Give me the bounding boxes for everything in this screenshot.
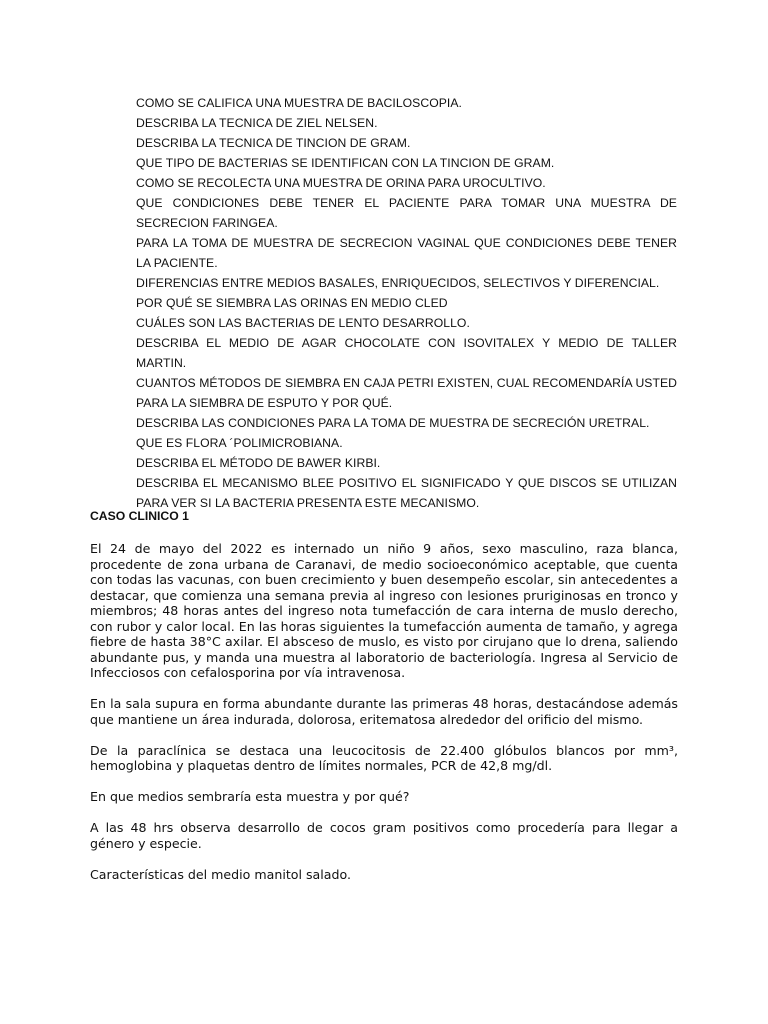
question-item: DIFERENCIAS ENTRE MEDIOS BASALES, ENRIQUECIDOS, SELECTIVOS Y DIFERENCIAL. xyxy=(136,276,660,290)
case-paragraph: Características del medio manitol salado. xyxy=(90,866,351,882)
question-item: DESCRIBA EL MEDIO DE AGAR CHOCOLATE CON ISOVITALEX Y MEDIO DE TALLER MARTIN. xyxy=(136,336,677,370)
question-item: COMO SE CALIFICA UNA MUESTRA DE BACILOSCOPIA. xyxy=(136,96,462,110)
question-item: QUE TIPO DE BACTERIAS SE IDENTIFICAN CON LA TINCION DE GRAM. xyxy=(136,156,555,170)
question-item: QUE ES FLORA ´POLIMICROBIANA. xyxy=(136,436,343,450)
question-item: COMO SE RECOLECTA UNA MUESTRA DE ORINA PARA UROCULTIVO. xyxy=(136,176,546,190)
question-item: DESCRIBA LAS CONDICIONES PARA LA TOMA DE MUESTRA DE SECRECIÓN URETRAL. xyxy=(136,416,650,430)
case-paragraph: De la paraclínica se destaca una leucocitosis de 22.400 glóbulos blancos por mm³, hemoglobina y plaquetas dentro de límites normales, PCR de 42,8 mg/dl. xyxy=(90,742,678,773)
question-item: CUÁLES SON LAS BACTERIAS DE LENTO DESARROLLO. xyxy=(136,316,470,330)
question-item: QUE CONDICIONES DEBE TENER EL PACIENTE PARA TOMAR UNA MUESTRA DE SECRECION FARINGEA. xyxy=(136,196,677,230)
question-item: CUANTOS MÉTODOS DE SIEMBRA EN CAJA PETRI EXISTEN, CUAL RECOMENDARÍA USTED PARA LA SIEMBRA DE ESPUTO Y POR QUÉ. xyxy=(136,376,677,410)
case-body xyxy=(90,541,678,898)
question-item: PARA LA TOMA DE MUESTRA DE SECRECION VAGINAL QUE CONDICIONES DEBE TENER LA PACIENTE. xyxy=(136,236,677,270)
case-paragraph: En que medios sembraría esta muestra y por qué? xyxy=(90,789,410,804)
case-paragraph: En la sala supura en forma abundante durante las primeras 48 horas, destacándose además que mantiene un área indurada, dolorosa, eritematosa alrededor del orificio del mismo. xyxy=(90,696,678,727)
question-item: DESCRIBA EL MÉTODO DE BAWER KIRBI. xyxy=(136,456,381,470)
question-list xyxy=(136,93,677,513)
case-paragraph: A las 48 hrs observa desarrollo de cocos gram positivos como procedería para llegar a género y especie. xyxy=(90,820,678,851)
question-item: DESCRIBA LA TECNICA DE ZIEL NELSEN. xyxy=(136,116,378,130)
question-item: DESCRIBA EL MECANISMO BLEE POSITIVO EL SIGNIFICADO Y QUE DISCOS SE UTILIZAN PARA VER SI LA BACTERIA PRESENTA ESTE MECANISMO. xyxy=(136,476,677,510)
question-item: POR QUÉ SE SIEMBRA LAS ORINAS EN MEDIO CLED xyxy=(136,296,448,310)
case-paragraph: El 24 de mayo del 2022 es internado un niño 9 años, sexo masculino, raza blanca, procedente de zona urbana de Caranavi, de medio socioeconómico aceptable, que cuenta con todas las vacunas, con buen crecimiento y buen desempeño escolar, sin antecedentes a destacar, que comienza una semana previa al ingreso con lesiones pruriginosas en tronco y miembros; 48 horas antes del ingreso nota tumefacción de cara interna de muslo derecho, con rubor y calor local. En las horas siguientes la tumefacción aumenta de tamaño, y agrega fiebre de hasta 38°C axilar. El absceso de muslo, es visto por cirujano que lo drena, saliendo abundante pus, y manda una muestra al laboratorio de bacteriología. Ingresa al Servicio de Infecciosos con cefalosporina por vía intravenosa. xyxy=(90,541,678,680)
question-item: DESCRIBA LA TECNICA DE TINCION DE GRAM. xyxy=(136,136,411,150)
case-title: CASO CLINICO 1 xyxy=(90,509,189,523)
